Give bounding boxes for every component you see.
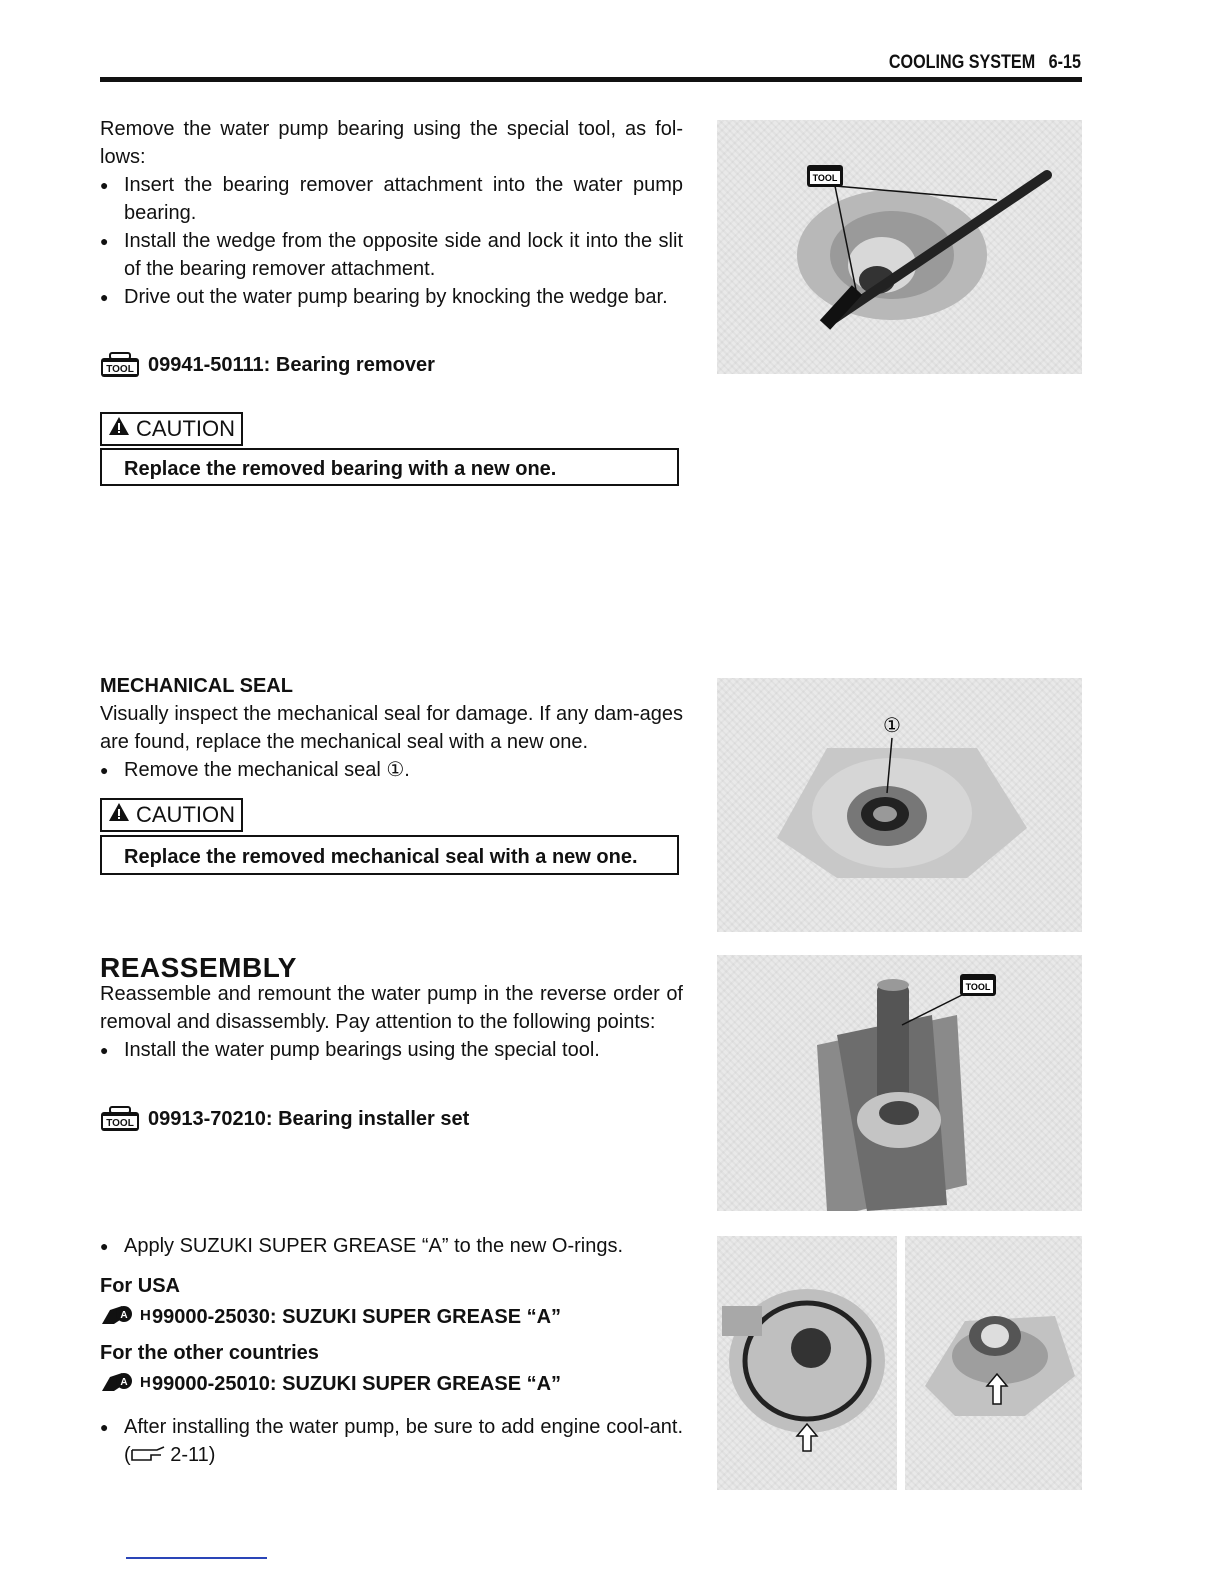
reference-hand-icon[interactable] [131,1442,165,1470]
other-part-number: 99000-25010: SUZUKI SUPER GREASE “A” [152,1372,562,1395]
special-tool-line [100,1106,469,1132]
tool-icon [100,352,140,378]
grease-instructions [100,1232,683,1260]
caution-box: Replace the removed bearing with a new one. [100,448,679,486]
header-divider [100,77,1082,82]
grease-line [100,1302,561,1332]
tool-tag-label: TOOL [965,982,991,992]
caution-box: Replace the removed mechanical seal with a new one. [100,835,679,875]
grease-line [100,1369,561,1399]
mechanical-seal-heading: MECHANICAL SEAL [100,675,293,697]
grease-h-label: H [140,1374,151,1391]
page-number: 6-15 [1048,52,1081,73]
other-countries-label: For the other countries [100,1342,319,1364]
caution-label [100,412,243,446]
reassembly-instructions [100,980,683,1064]
final-instructions [100,1413,683,1470]
list-item: ● Install the wedge from the opposite side and lock it into the slit of the bearing remover attachment. [100,227,683,283]
bearing-installer-photo [717,955,1082,1211]
oring-cover-photo [717,1236,897,1490]
list-item: ● Remove the mechanical seal ①. [100,756,683,784]
grease-a-icon [100,1369,151,1399]
grease-a-label: A [120,1310,128,1321]
grease-h-label: H [140,1307,151,1324]
caution-text: CAUTION [136,416,235,441]
mechanical-seal-instructions [100,700,683,784]
bearing-removal-instructions [100,115,683,311]
warning-triangle-icon [108,800,130,830]
tool-number: 09913-70210: Bearing installer set [148,1107,470,1130]
grease-a-icon [100,1302,151,1332]
list-item: ● Drive out the water pump bearing by knocking the wedge bar. [100,283,683,311]
mechanical-seal-photo [717,678,1082,932]
grease-a-label: A [120,1377,128,1388]
special-tool-line [100,352,435,378]
list-item: ● Insert the bearing remover attachment into the water pump bearing. [100,171,683,227]
caution-text: CAUTION [136,802,235,827]
footer-link-underline [126,1557,267,1559]
reassembly-text: Reassemble and remount the water pump in the reverse order of removal and disassembly. Pay attention to the following points: [100,983,683,1033]
grease-specs [100,1275,561,1399]
bearing-remover-photo [717,120,1082,374]
section-title: COOLING SYSTEM [888,52,1036,73]
usa-part-number: 99000-25030: SUZUKI SUPER GREASE “A” [152,1305,562,1328]
usa-label: For USA [100,1275,180,1297]
seal-text: Visually inspect the mechanical seal for damage. If any dam-ages are found, replace the mechanical seal with a new one. [100,703,683,753]
list-item [100,1413,683,1470]
tool-number: 09941-50111: Bearing remover [148,353,435,376]
caution-label [100,798,243,832]
tool-icon [100,1106,140,1132]
tool-tag-label: TOOL [812,173,838,183]
page-header [889,52,1081,74]
list-item: ● Apply SUZUKI SUPER GREASE “A” to the new O-rings. [100,1232,683,1260]
oring-body-photo [905,1236,1082,1490]
callout-1: ① [883,713,901,737]
intro-text: Remove the water pump bearing using the special tool, as fol-lows: [100,118,683,168]
reassembly-heading: REASSEMBLY [100,952,297,983]
tool-tag-label: TOOL [106,364,134,375]
warning-triangle-icon [108,414,130,444]
final-text: After installing the water pump, be sure to add engine cool-ant. ( [124,1416,683,1466]
reference-page[interactable]: 2-11) [170,1444,216,1466]
list-item: ● Install the water pump bearings using the special tool. [100,1036,683,1064]
tool-tag-label: TOOL [106,1118,134,1129]
